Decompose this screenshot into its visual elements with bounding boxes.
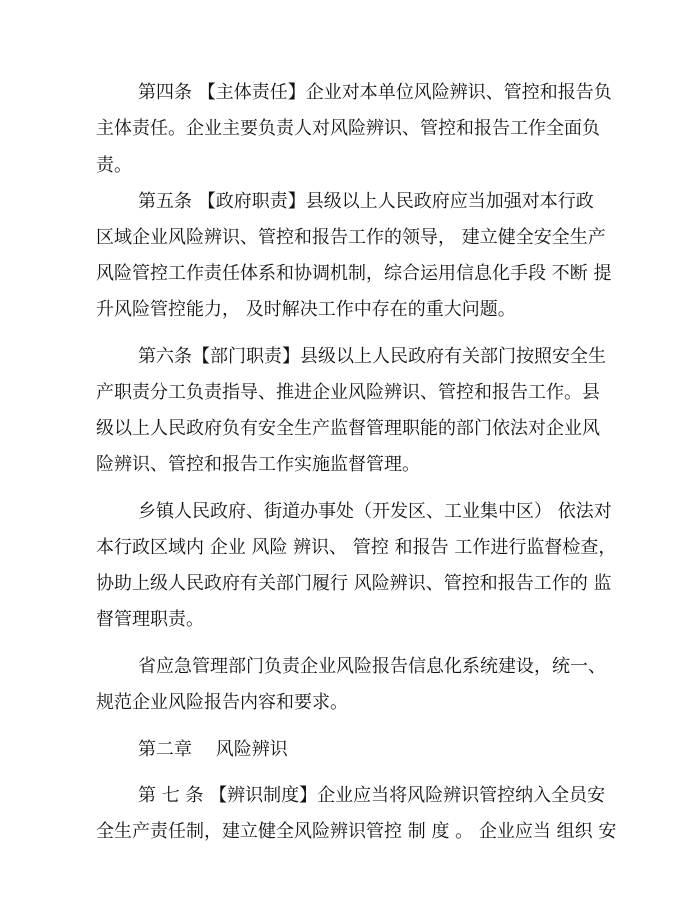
article-6-line-2: 产职责分工负责指导、推进企业风险辨识、管控和报告工作。县	[96, 382, 600, 403]
article-5-line-4: 升风险管控能力， 及时解决工作中存在的重大问题。	[96, 299, 516, 320]
article-5-line-1: 第五条 【政府职责】县级以上人民政府应当加强对本行政	[138, 191, 594, 212]
township-paragraph-line-2: 本行政区域内 企业 风险 辨识、 管控 和报告 工作进行监督检查，	[96, 537, 617, 558]
article-5-line-3: 风险管控工作责任体系和协调机制，综合运用信息化手段 不断 提	[96, 263, 612, 284]
article-4-line-2: 主体责任。企业主要负责人对风险辨识、管控和报告工作全面负	[96, 118, 600, 139]
article-7-line-2: 全生产责任制，建立健全风险辨识管控 制 度 。 企业应当 组织 安	[96, 821, 617, 842]
provincial-paragraph-line-2: 规范企业风险报告内容和要求。	[96, 692, 348, 713]
provincial-paragraph-line-1: 省应急管理部门负责企业风险报告信息化系统建设，统一、	[138, 656, 606, 677]
township-paragraph-line-3: 协助上级人民政府有关部门履行 风险辨识、管控和报告工作的 监	[96, 573, 612, 594]
article-6-line-4: 险辨识、管控和报告工作实施监督管理。	[96, 454, 420, 475]
township-paragraph-line-1: 乡镇人民政府、街道办事处（开发区、工业集中区） 依法对	[138, 501, 612, 522]
article-6-line-3: 级以上人民政府负有安全生产监督管理职能的部门依法对企业风	[96, 418, 600, 439]
article-5-line-2: 区域企业风险辨识、管控和报告工作的领导， 建立健全安全生产	[96, 227, 606, 248]
chapter-two-heading: 第二章 风险辨识	[138, 739, 288, 760]
article-4-line-3: 责。	[96, 155, 132, 176]
township-paragraph-line-4: 督管理职责。	[96, 609, 204, 630]
article-4-line-1: 第四条 【主体责任】企业对本单位风险辨识、管控和报告负	[138, 82, 612, 103]
article-6-line-1: 第六条【部门职责】县级以上人民政府有关部门按照安全生	[138, 346, 606, 367]
article-7-line-1: 第 七 条 【辨识制度】企业应当将风险辨识管控纳入全员安	[138, 785, 606, 806]
